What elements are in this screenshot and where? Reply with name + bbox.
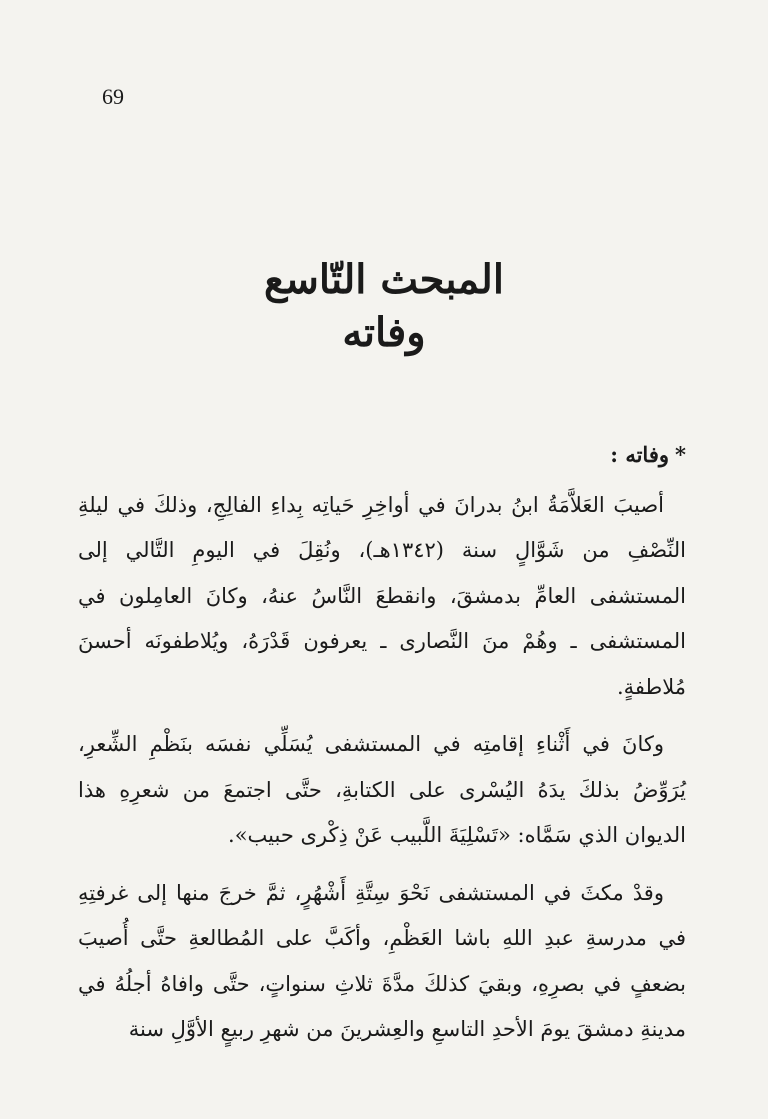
page-body [78,432,686,1065]
page-number: 69 [102,84,124,109]
paragraph-3: وقدْ مكثَ في المستشفى نَحْوَ سِتَّةِ أَشْهُرٍ، ثمَّ خرجَ منها إلى غرفتِهِ في مدرسةِ عبدِ اللهِ باشا العَظْمِ، وأكَبَّ على المُطالعةِ حتَّى أُصيبَ بضعفٍ في بصرِهِ، وبقيَ كذلكَ مدَّةَ ثلاثِ سنواتٍ، حتَّى وافاهُ أجلُهُ في مدينةِ دمشقَ يومَ الأحدِ التاسعِ والعِشرينَ من شهرِ ربيعٍ الأوَّلِ سنة [78,880,686,1041]
section-heading [78,432,686,478]
chapter-title: المبحث التّاسع [264,256,504,303]
chapter-subtitle: وفاته [342,309,426,356]
section-heading-text: وفاته : [610,442,670,467]
paragraph-1: أصيبَ العَلاَّمَةُ ابنُ بدرانَ في أواخِرِ حَياتِه بِداءِ الفالِجِ، وذلكَ في ليلةِ النِّصْفِ من شَوَّالٍ سنة (١٣٤٢هـ)، ونُقِلَ في اليومِ التَّالي إلى المستشفى العامِّ بدمشقَ، وانقطعَ النَّاسُ عنهُ، وكانَ العامِلون في المستشفى ـ وهُمْ منَ النَّصارى ـ يعرفون قَدْرَهُ، ويُلاطفونَه أحسنَ مُلاطفةٍ. [78,492,686,699]
paragraph-2: وكانَ في أَثْناءِ إقامتِه في المستشفى يُسَلِّي نفسَه بنَظْمِ الشِّعرِ، يُرَوِّضُ بذلكَ يدَهُ اليُسْرى على الكتابةِ، حتَّى اجتمعَ من شعرِهِ هذا الديوان الذي سَمَّاه: «تَسْلِيَةَ اللَّبيب عَنْ ذِكْرى حبيب». [78,732,686,847]
chapter-header [0,255,768,361]
asterisk-icon: * [675,442,686,467]
